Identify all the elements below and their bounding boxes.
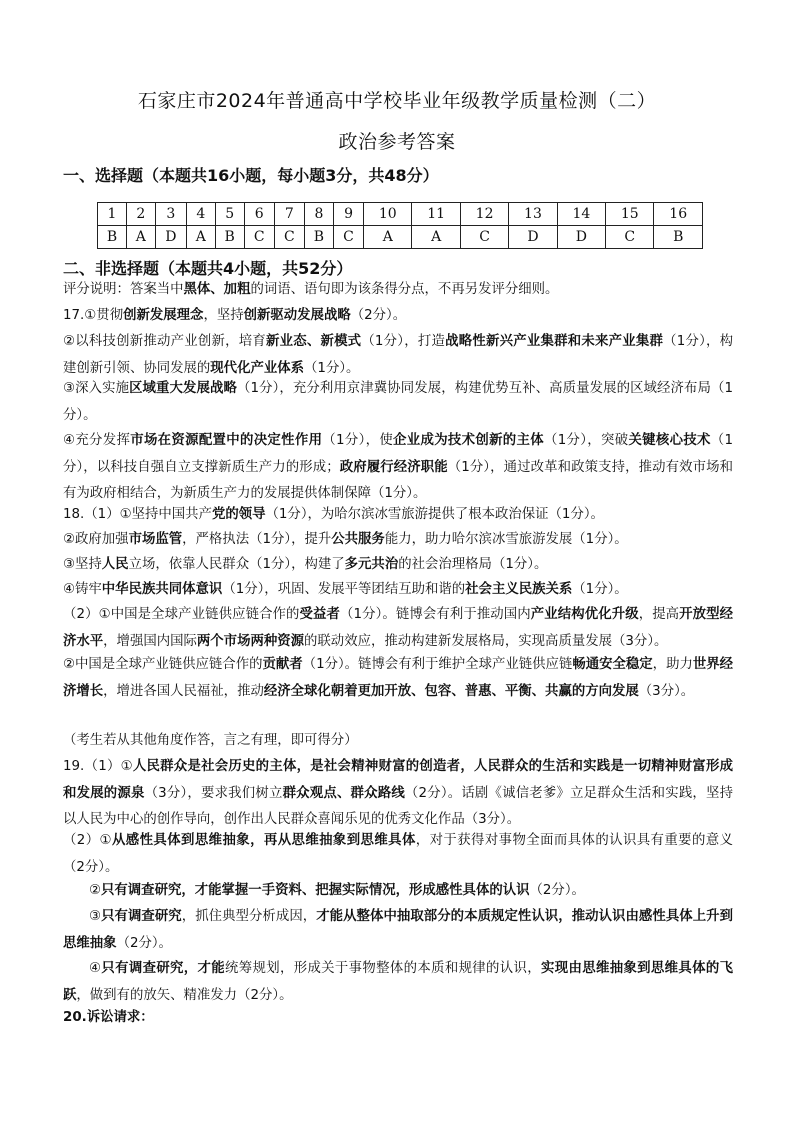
answer-17-2: ②以科技创新推动产业创新，培育新业态、新模式（1分），打造战略性新兴产业集群和未来产业集群（1分），构建创新引领、协同发展的现代化产业体系（1分）。 — [63, 334, 734, 376]
table-cell: A — [187, 226, 216, 249]
scoring-note: 评分说明：答案当中黑体、加粗的词语、语句即为该条得分点，不再另发评分细则。 — [63, 282, 559, 297]
table-cell: D — [509, 226, 557, 249]
answer-18-2-1: （2）①中国是全球产业链供应链合作的受益者（1分）。链博会有利于推动国内产业结构优化升级，提高开放型经济水平，增强国内国际两个市场两种资源的联动效应，推动构建新发展格局，实现高质量发展（3分）。 — [63, 607, 734, 649]
page-subtitle: 政治参考答案 — [338, 131, 456, 153]
choice-answer-table — [97, 202, 703, 249]
table-cell: 1 — [98, 203, 127, 226]
table-cell: C — [333, 226, 363, 249]
table-cell: 6 — [244, 203, 274, 226]
table-cell: 14 — [557, 203, 605, 226]
table-cell: C — [460, 226, 508, 249]
answer-18-2-2: ②中国是全球产业链供应链合作的贡献者（1分）。链博会有利于维护全球产业链供应链畅通安全稳定，助力世界经济增长，增进各国人民福祉，推动经济全球化朝着更加开放、包容、普惠、平衡、共赢的方向发展（3分）。 — [63, 657, 734, 699]
table-cell: 3 — [155, 203, 186, 226]
table-cell: 4 — [187, 203, 216, 226]
answer-17-4: ④充分发挥市场在资源配置中的决定性作用（1分），使企业成为技术创新的主体（1分），突破关键核心技术（1分），以科技自强自立支撑新质生产力的形成；政府履行经济职能（1分），通过改革和政策支持，推动有效市场和有为政府相结合，为新质生产力的发展提供体制保障（1分）。 — [63, 433, 734, 501]
answer-18-1-2: ②政府加强市场监管，严格执法（1分），提升公共服务能力，助力哈尔滨冰雪旅游发展（1分）。 — [63, 532, 628, 547]
table-cell: 7 — [274, 203, 304, 226]
table-cell: B — [654, 226, 703, 249]
answer-18-1-1: 18.（1）①坚持中国共产党的领导（1分），为哈尔滨冰雪旅游提供了根本政治保证（1分）。 — [63, 507, 604, 522]
table-cell: 16 — [654, 203, 703, 226]
answer-17-1: 17.①贯彻创新发展理念，坚持创新驱动发展战略（2分）。 — [63, 308, 407, 323]
table-cell: 9 — [333, 203, 363, 226]
table-cell: D — [557, 226, 605, 249]
table-cell: C — [244, 226, 274, 249]
answer-17-3: ③深入实施区域重大发展战略（1分），充分利用京津冀协同发展，构建优势互补、高质量发展的区域经济布局（1分）。 — [63, 381, 734, 423]
table-cell: 2 — [127, 203, 156, 226]
table-row-answers — [98, 226, 703, 249]
answer-19-2-1: （2）①从感性具体到思维抽象，再从思维抽象到思维具体，对于获得对事物全面而具体的认识具有重要的意义（2分）。 — [63, 833, 733, 875]
table-cell: D — [155, 226, 186, 249]
table-cell: A — [412, 226, 460, 249]
table-cell: B — [215, 226, 244, 249]
answer-18-1-4: ④铸牢中华民族共同体意识（1分），巩固、发展平等团结互助和谐的社会主义民族关系（1分）。 — [63, 582, 628, 597]
table-cell: 15 — [606, 203, 654, 226]
table-cell: 12 — [460, 203, 508, 226]
table-cell: 11 — [412, 203, 460, 226]
table-cell: 13 — [509, 203, 557, 226]
table-cell: 10 — [364, 203, 412, 226]
page-title: 石家庄市2024年普通高中学校毕业年级教学质量检测（二） — [137, 90, 657, 112]
answer-19-2-3: ③只有调查研究，抓住典型分析成因，才能从整体中抽取部分的本质规定性认识，推动认识由感性具体上升到思维抽象（2分）。 — [63, 909, 734, 951]
section-heading-choice: 一、选择题（本题共16小题，每小题3分，共48分） — [63, 166, 439, 185]
table-cell: B — [304, 226, 333, 249]
answer-20-heading: 20.诉讼请求： — [63, 1010, 154, 1025]
table-cell: 5 — [215, 203, 244, 226]
section-heading-nonchoice: 二、非选择题（本题共4小题，共52分） — [63, 259, 353, 278]
table-cell: C — [606, 226, 654, 249]
answer-19-2-4: ④只有调查研究，才能统筹规划，形成关于事物整体的本质和规律的认识，实现由思维抽象到思维具体的飞跃，做到有的放矢、精准发力（2分）。 — [63, 961, 734, 1003]
table-cell: A — [364, 226, 412, 249]
answer-18-note: （考生若从其他角度作答，言之有理，即可得分） — [63, 733, 358, 748]
answer-18-1-3: ③坚持人民立场，依靠人民群众（1分），构建了多元共治的社会治理格局（1分）。 — [63, 557, 548, 572]
table-cell: C — [274, 226, 304, 249]
answer-19-1: 19.（1）①人民群众是社会历史的主体，是社会精神财富的创造者，人民群众的生活和实践是一切精神财富形成和发展的源泉（3分），要求我们树立群众观点、群众路线（2分）。话剧《诚信老爹》立足群众生活和实践，坚持以人民为中心的创作导向，创作出人民群众喜闻乐见的优秀文化作品（3分）。 — [63, 759, 734, 827]
answer-19-2-2: ②只有调查研究，才能掌握一手资料、把握实际情况，形成感性具体的认识（2分）。 — [89, 883, 585, 898]
table-row-numbers — [98, 203, 703, 226]
table-cell: 8 — [304, 203, 333, 226]
table-cell: A — [127, 226, 156, 249]
table-cell: B — [98, 226, 127, 249]
